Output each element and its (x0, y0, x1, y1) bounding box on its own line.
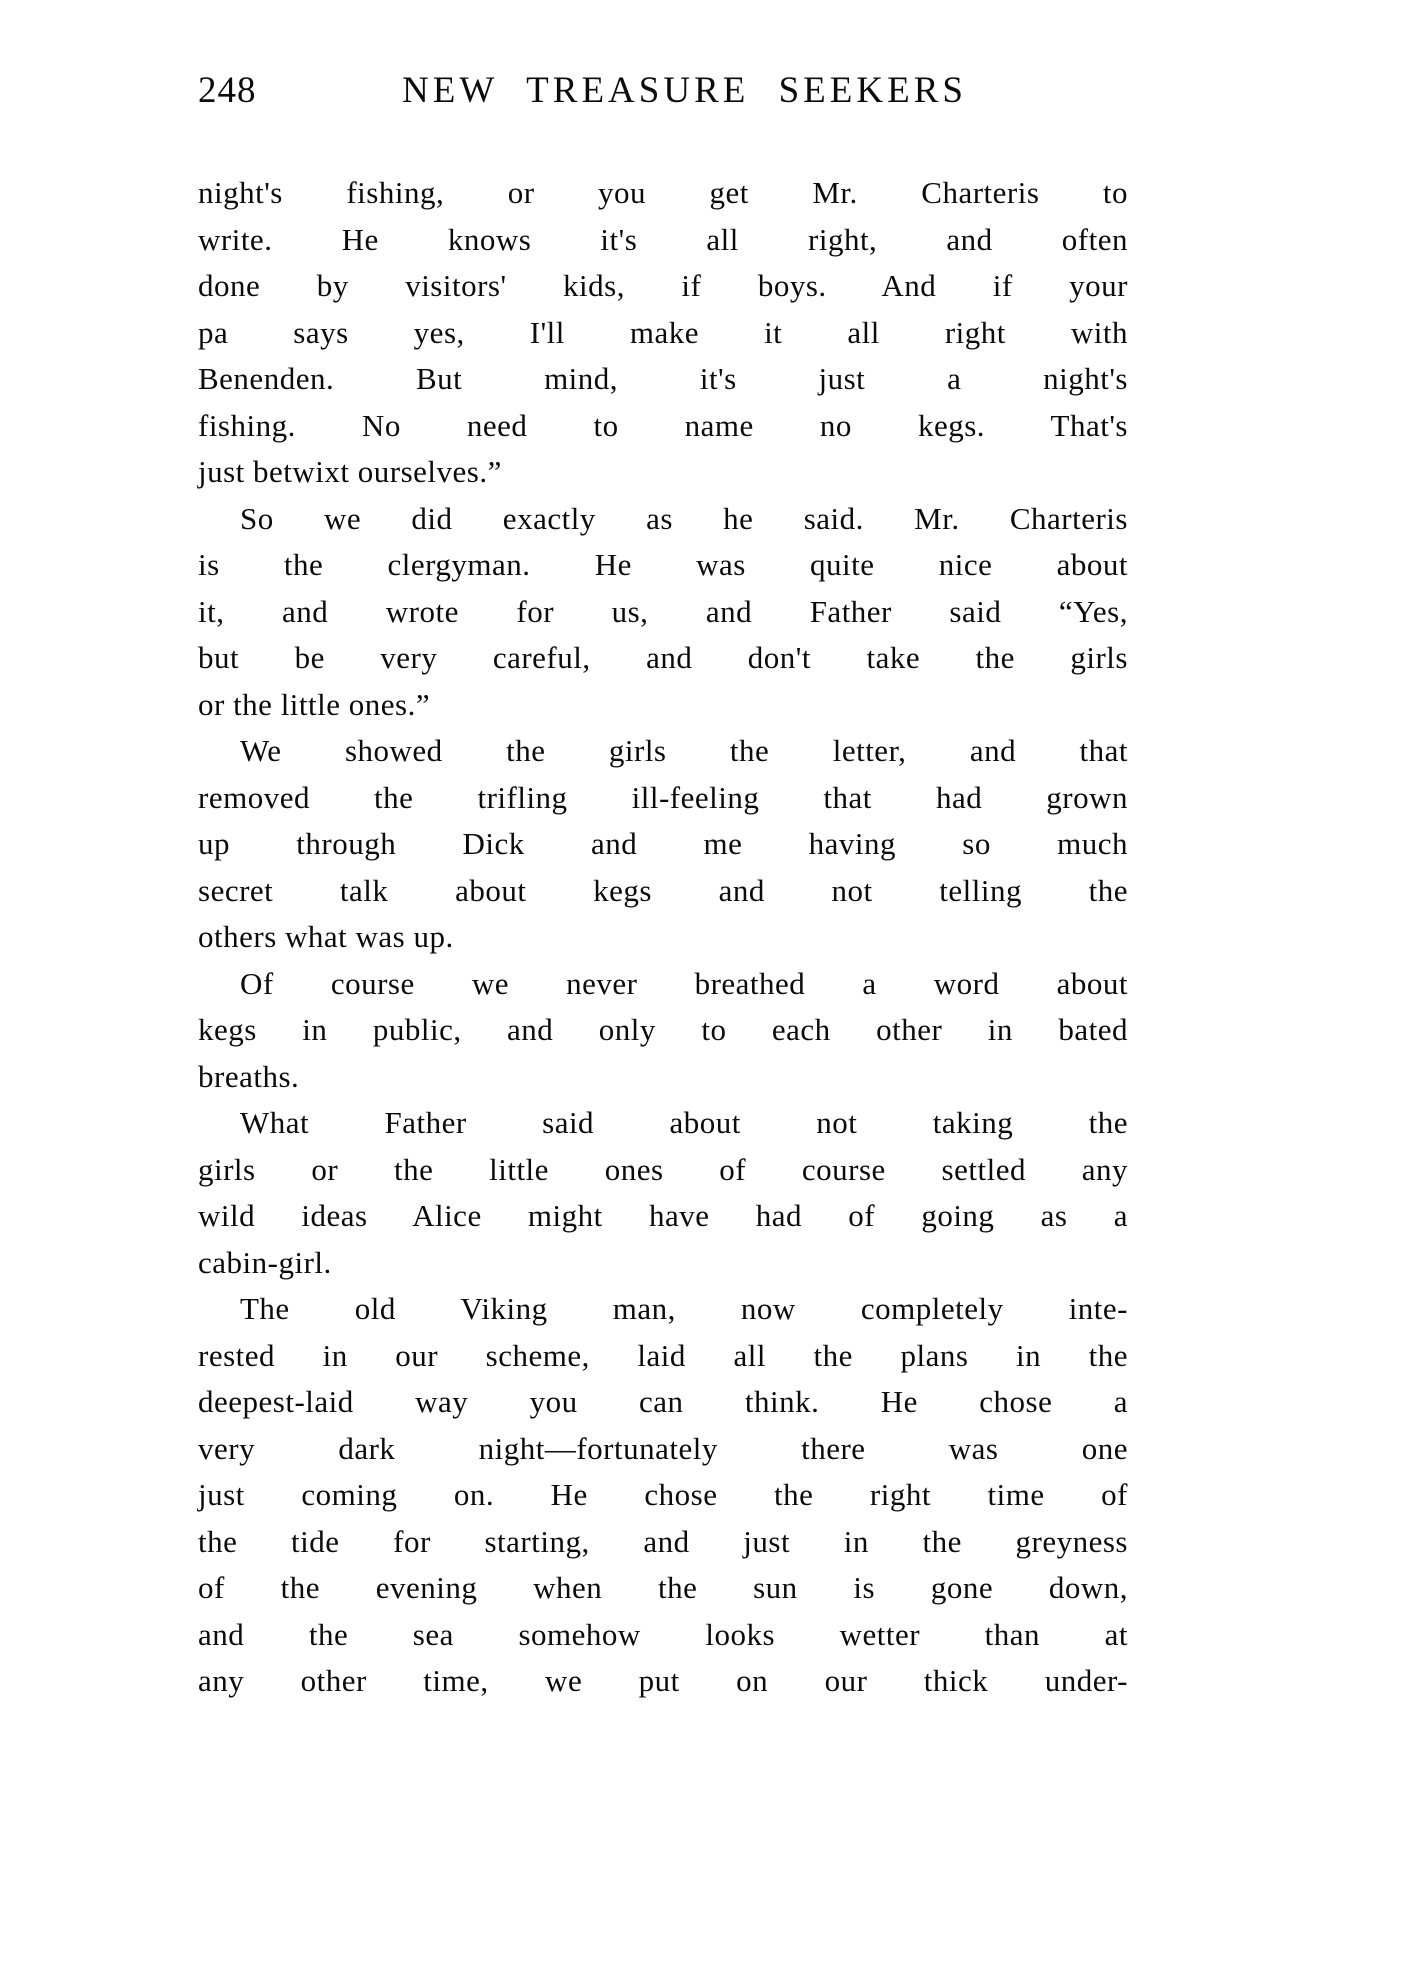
running-title: NEW TREASURE SEEKERS (402, 70, 967, 111)
text-line: done by visitors' kids, if boys. And if your (198, 268, 1128, 303)
paragraph (198, 961, 1128, 1101)
text-line: fishing. No need to name no kegs. That's (198, 407, 1128, 443)
text-line: cabin-girl. (198, 1244, 332, 1280)
text-line: So we did exactly as he said. Mr. Charteris (240, 500, 1128, 536)
text-line: deepest-laid way you can think. He chose a (198, 1384, 1128, 1419)
text-line: Of course we never breathed a word about (240, 965, 1128, 1001)
text-line: the tide for starting, and just in the greyness (198, 1523, 1128, 1559)
text-line: girls or the little ones of course settled any (198, 1151, 1128, 1187)
text-line: of the evening when the sun is gone down, (198, 1570, 1128, 1605)
text-line: secret talk about kegs and not telling the (198, 872, 1128, 908)
text-line: kegs in public, and only to each other in bated (198, 1012, 1128, 1047)
paragraph (198, 1286, 1128, 1705)
text-line: just coming on. He chose the right time of (198, 1477, 1128, 1512)
text-line: night's fishing, or you get Mr. Charteris to (198, 175, 1128, 210)
text-line: The old Viking man, now completely inte- (240, 1291, 1128, 1326)
text-line: rested in our scheme, laid all the plans in the (198, 1337, 1128, 1373)
text-line: very dark night—fortunately there was one (198, 1430, 1128, 1466)
text-line: any other time, we put on our thick under- (198, 1663, 1128, 1698)
page-number: 248 (198, 70, 257, 111)
text-line: it, and wrote for us, and Father said “Yes, (198, 593, 1128, 629)
text-line: and the sea somehow looks wetter than at (198, 1616, 1128, 1652)
text-line: but be very careful, and don't take the girls (198, 640, 1128, 675)
text-line: What Father said about not taking the (240, 1105, 1128, 1140)
text-line: wild ideas Alice might have had of going as a (198, 1198, 1128, 1233)
text-line: write. He knows it's all right, and often (198, 221, 1128, 257)
page-header (0, 68, 1407, 116)
paragraph (198, 728, 1128, 961)
text-line: We showed the girls the letter, and that (240, 733, 1128, 768)
text-line: others what was up. (198, 919, 454, 954)
text-line: Benenden. But mind, it's just a night's (198, 361, 1128, 396)
text-line: pa says yes, I'll make it all right with (198, 314, 1128, 350)
text-line: is the clergyman. He was quite nice about (198, 547, 1128, 582)
text-line: up through Dick and me having so much (198, 826, 1128, 861)
page-body-text (198, 170, 1128, 1705)
paragraph (198, 1100, 1128, 1286)
paragraph (198, 170, 1128, 496)
text-line: removed the trifling ill-feeling that had grown (198, 779, 1128, 815)
text-line: just betwixt ourselves.” (198, 454, 502, 489)
text-line: breaths. (198, 1058, 300, 1094)
text-line: or the little ones.” (198, 686, 431, 722)
paragraph (198, 496, 1128, 729)
